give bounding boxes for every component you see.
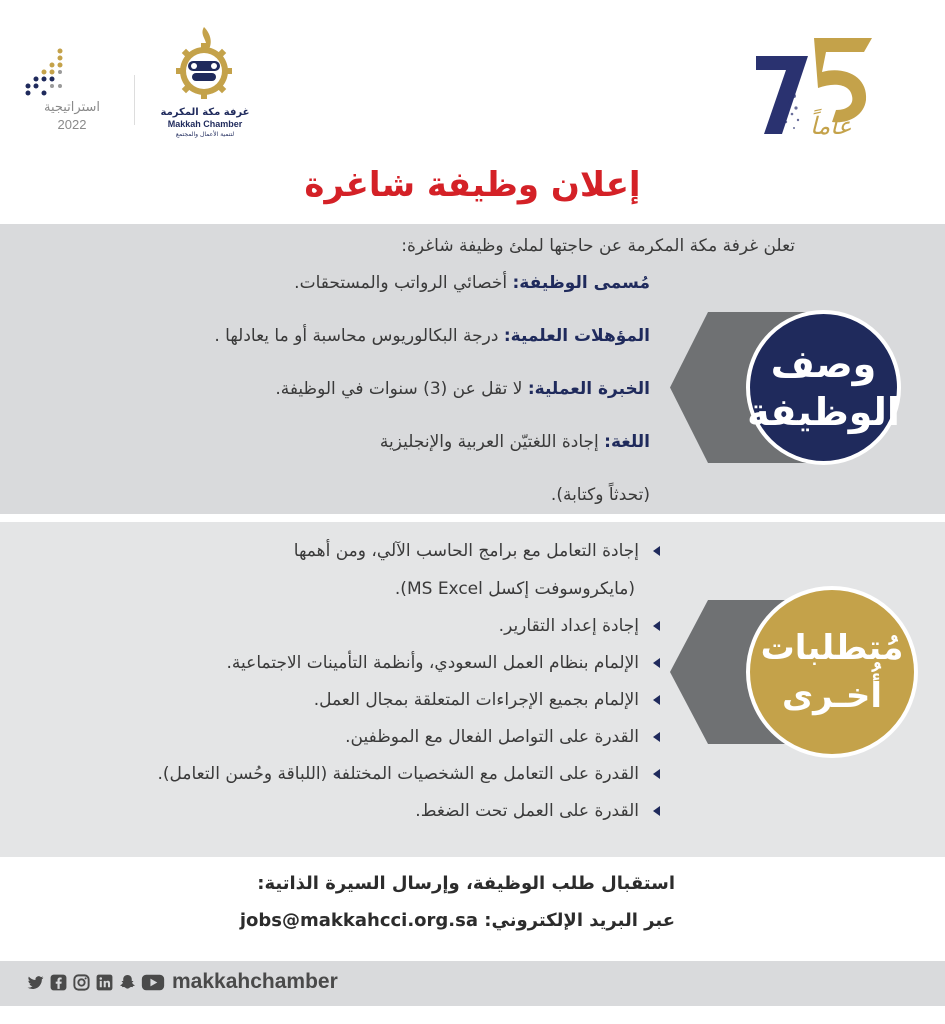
strategy-dots-graphic [22,45,122,105]
badge-line-2: الوظيفة [747,389,900,434]
apply-email-link[interactable]: jobs@makkahcci.org.sa [239,910,479,931]
bullet-arrow-icon [653,806,660,816]
badge-line-1: وصف [770,341,877,386]
list-item [157,764,660,784]
requirements-circle [746,586,918,758]
bullet-arrow-icon [653,546,660,556]
chamber-tagline: لتنمية الأعمال والمجتمع [175,131,235,138]
page-title: إعلان وظيفة شاغرة [304,165,641,205]
language-value: إجادة اللغتيّن العربية والإنجليزية [379,432,605,452]
strategy-label: استراتيجية [43,100,101,115]
logo-divider [134,75,135,125]
badge-line-2: أُخـرى [781,676,883,716]
chamber-emblem-icon [168,25,240,103]
instagram-icon[interactable] [72,973,91,992]
experience-label: الخبرة العملية: [527,379,650,399]
chamber-name-ar: غرفة مكة المكرمة [160,107,250,118]
list-item-text: القدرة على العمل تحت الضغط. [415,801,639,821]
apply-email-line [240,910,675,931]
apply-instruction: استقبال طلب الوظيفة، وإرسال السيرة الذاتية: [257,873,675,894]
apply-email-prefix: عبر البريد الإلكتروني: [478,910,675,931]
job-title-value: أخصائي الرواتب والمستحقات. [294,273,513,293]
strategy-2022-logo [22,45,122,140]
list-item [314,690,660,710]
list-item-text: إجادة إعداد التقارير. [498,616,639,636]
snapchat-icon[interactable] [118,973,137,992]
experience-line [275,379,650,399]
list-item-text: إجادة التعامل مع برامج الحاسب الآلي، ومن أهمها [293,541,639,561]
strategy-year: 2022 [57,117,87,132]
experience-value: لا تقل عن (3) سنوات في الوظيفة. [275,379,528,399]
language-line-cont: (تحدثاً وكتابة). [550,485,650,505]
social-icons [26,973,165,992]
list-item-cont: (مايكروسوفت إكسل MS Excel). [394,579,635,599]
facebook-icon[interactable] [49,973,68,992]
social-handle[interactable]: makkahchamber [172,970,338,993]
linkedin-icon[interactable] [95,973,114,992]
bullet-arrow-icon [653,732,660,742]
list-item-text: القدرة على التعامل مع الشخصيات المختلفة (اللباقة وحُسن التعامل). [157,764,639,784]
list-item [415,801,660,821]
list-item-text: الإلمام بجميع الإجراءات المتعلقة بمجال العمل. [313,690,639,710]
job-title-line [294,273,650,293]
list-item-text: الإلمام بنظام العمل السعودي، وأنظمة التأمينات الاجتماعية. [226,653,639,673]
badge-line-1: مُتطلبات [760,628,904,668]
list-item [227,653,660,673]
qualifications-value: درجة البكالوريوس محاسبة أو ما يعادلها . [214,326,504,346]
language-label: اللغة: [604,432,650,452]
anniversary-75-logo [752,30,877,142]
header [0,0,945,205]
job-description-circle [746,310,901,465]
anniversary-years-label: عاماً [810,112,852,140]
twitter-icon[interactable] [26,973,45,992]
qualifications-line [214,326,650,346]
list-item [345,727,660,747]
bullet-arrow-icon [653,621,660,631]
list-item [294,541,660,561]
chamber-name-en: Makkah Chamber [167,119,243,129]
requirements-badge [668,598,918,746]
list-item-text: القدرة على التواصل الفعال مع الموظفين. [345,727,639,747]
bullet-arrow-icon [653,695,660,705]
qualifications-label: المؤهلات العلمية: [503,326,650,346]
bullet-arrow-icon [653,658,660,668]
job-title-label: مُسمى الوظيفة: [512,273,650,293]
youtube-icon[interactable] [141,973,165,992]
language-line [380,432,650,452]
bullet-arrow-icon [653,769,660,779]
job-description-badge [668,310,918,465]
intro-text: تعلن غرفة مكة المكرمة عن حاجتها لملئ وظيفة شاغرة: [401,236,795,256]
list-item [499,616,660,636]
makkah-chamber-logo [150,25,260,140]
